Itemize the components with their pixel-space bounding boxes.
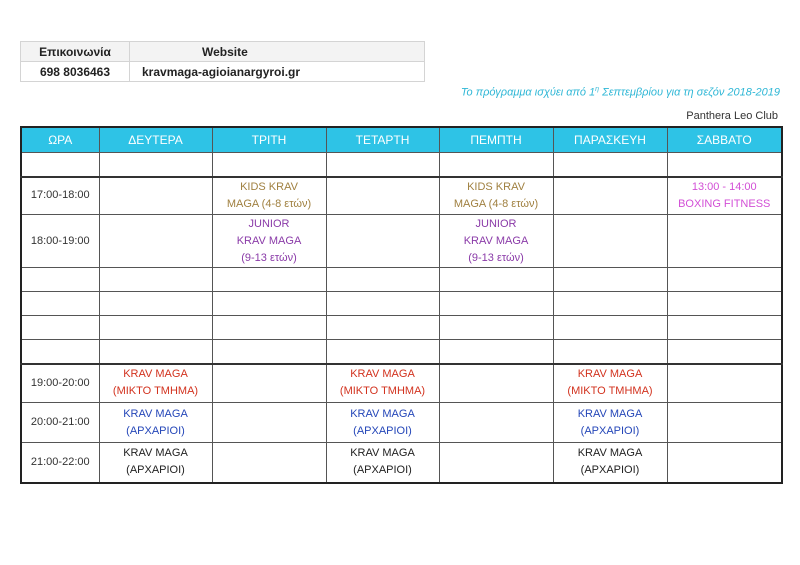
table-row <box>21 443 782 483</box>
class-cell <box>667 340 782 364</box>
header-time: ΩΡΑ <box>21 127 99 153</box>
class-cell: KRAV MAGA (ΑΡΧΑΡΙΟΙ) <box>553 403 667 443</box>
class-cell: KRAV MAGA (ΜΙΚΤΟ ΤΜΗΜΑ) <box>553 364 667 403</box>
class-cell: JUNIOR KRAV MAGA (9-13 ετών) <box>439 215 553 268</box>
contact-label: Επικοινωνία <box>21 42 130 62</box>
time-cell <box>21 340 99 364</box>
notice-text-end: Σεπτεμβρίου για τη σεζόν 2018-2019 <box>599 86 780 99</box>
class-cell <box>326 292 439 316</box>
class-cell <box>553 340 667 364</box>
contact-table <box>20 41 425 82</box>
class-cell <box>212 364 326 403</box>
class-cell <box>553 292 667 316</box>
time-cell: 17:00-18:00 <box>21 177 99 215</box>
class-cell <box>326 215 439 268</box>
class-cell <box>667 292 782 316</box>
class-cell <box>439 268 553 292</box>
class-cell <box>553 215 667 268</box>
class-cell <box>212 153 326 177</box>
class-cell: KRAV MAGA (ΑΡΧΑΡΙΟΙ) <box>553 443 667 483</box>
time-cell: 18:00-19:00 <box>21 215 99 268</box>
class-cell <box>439 364 553 403</box>
class-cell <box>439 153 553 177</box>
time-cell <box>21 153 99 177</box>
header-saturday: ΣΑΒΒΑΤΟ <box>667 127 782 153</box>
class-cell: JUNIOR KRAV MAGA (9-13 ετών) <box>212 215 326 268</box>
class-cell <box>667 268 782 292</box>
table-row <box>21 177 782 215</box>
class-cell <box>326 177 439 215</box>
class-cell <box>212 316 326 340</box>
class-cell <box>99 215 212 268</box>
class-cell <box>553 153 667 177</box>
header-wednesday: ΤΕΤΑΡΤΗ <box>326 127 439 153</box>
class-cell: KIDS KRAV MAGA (4-8 ετών) <box>439 177 553 215</box>
schedule-table <box>20 126 783 484</box>
class-cell <box>667 153 782 177</box>
class-cell <box>439 292 553 316</box>
class-cell <box>667 403 782 443</box>
class-cell <box>326 340 439 364</box>
class-cell: KRAV MAGA (ΑΡΧΑΡΙΟΙ) <box>326 443 439 483</box>
class-cell <box>667 316 782 340</box>
class-cell: KRAV MAGA (ΑΡΧΑΡΙΟΙ) <box>326 403 439 443</box>
contact-value-row <box>21 62 425 82</box>
class-cell: KRAV MAGA (ΑΡΧΑΡΙΟΙ) <box>99 443 212 483</box>
website-link[interactable]: kravmaga-agioianargyroi.gr <box>130 62 425 82</box>
website-label: Website <box>130 42 425 62</box>
notice-text-start: Το πρόγραμμα ισχύει από 1 <box>460 86 596 99</box>
table-row <box>21 340 782 364</box>
class-cell <box>439 340 553 364</box>
table-row <box>21 215 782 268</box>
table-row <box>21 316 782 340</box>
time-cell: 21:00-22:00 <box>21 443 99 483</box>
time-cell: 20:00-21:00 <box>21 403 99 443</box>
class-cell <box>99 340 212 364</box>
table-row <box>21 364 782 403</box>
table-row <box>21 292 782 316</box>
class-cell: KIDS KRAV MAGA (4-8 ετών) <box>212 177 326 215</box>
schedule-header-row <box>21 127 782 153</box>
class-cell <box>212 443 326 483</box>
class-cell <box>667 443 782 483</box>
header-friday: ΠΑΡΑΣΚΕΥΗ <box>553 127 667 153</box>
header-thursday: ΠΕΜΠΤΗ <box>439 127 553 153</box>
class-cell <box>212 268 326 292</box>
table-row <box>21 153 782 177</box>
class-cell <box>439 316 553 340</box>
phone-number: 698 8036463 <box>21 62 130 82</box>
notice-superscript: η <box>595 86 600 93</box>
class-cell <box>439 403 553 443</box>
header-monday: ΔΕΥΤΕΡΑ <box>99 127 212 153</box>
class-cell: KRAV MAGA (ΑΡΧΑΡΙΟΙ) <box>99 403 212 443</box>
class-cell: KRAV MAGA (ΜΙΚΤΟ ΤΜΗΜΑ) <box>99 364 212 403</box>
time-cell <box>21 268 99 292</box>
time-cell <box>21 292 99 316</box>
class-cell <box>553 268 667 292</box>
time-cell: 19:00-20:00 <box>21 364 99 403</box>
class-cell <box>439 443 553 483</box>
table-row <box>21 268 782 292</box>
class-cell <box>326 153 439 177</box>
class-cell <box>326 268 439 292</box>
class-cell <box>212 292 326 316</box>
contact-header-row <box>21 42 425 62</box>
time-cell <box>21 316 99 340</box>
club-name: Panthera Leo Club <box>686 110 778 122</box>
class-cell <box>553 177 667 215</box>
class-cell <box>326 316 439 340</box>
class-cell <box>99 177 212 215</box>
header-tuesday: ΤΡΙΤΗ <box>212 127 326 153</box>
class-cell <box>553 316 667 340</box>
class-cell <box>667 364 782 403</box>
season-notice <box>461 86 780 99</box>
class-cell <box>667 215 782 268</box>
class-cell <box>99 292 212 316</box>
table-row <box>21 403 782 443</box>
class-cell <box>99 268 212 292</box>
class-cell <box>99 153 212 177</box>
class-cell: KRAV MAGA (ΜΙΚΤΟ ΤΜΗΜΑ) <box>326 364 439 403</box>
class-cell: 13:00 - 14:00 BOXING FITNESS <box>667 177 782 215</box>
class-cell <box>99 316 212 340</box>
class-cell <box>212 403 326 443</box>
class-cell <box>212 340 326 364</box>
